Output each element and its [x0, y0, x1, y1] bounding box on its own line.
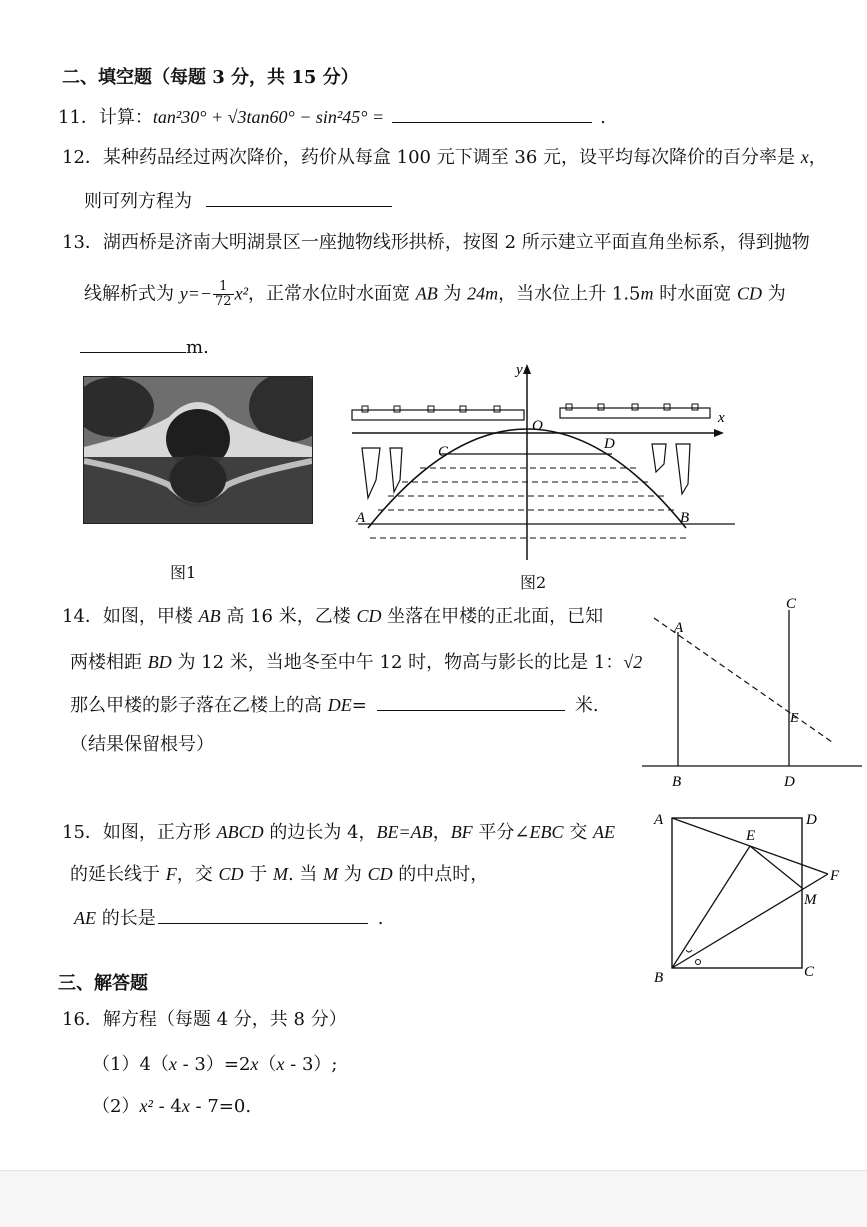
q13-text: ，当水位上升 1.5	[498, 283, 641, 305]
label-m: M	[804, 892, 817, 908]
question-14-note: （结果保留根号）	[70, 734, 214, 755]
q15-text: 为	[338, 864, 368, 885]
answer-blank[interactable]	[80, 334, 186, 353]
abutment-left-1	[362, 448, 380, 498]
label-d: D	[806, 812, 817, 828]
q15-ae: AE	[592, 822, 615, 842]
label-a: A	[356, 510, 366, 526]
q15-f: F	[165, 864, 177, 884]
y-axis-arrow	[523, 364, 531, 374]
label-b: B	[654, 970, 664, 986]
q15-bf: BF	[450, 822, 473, 842]
q13-text: 时水面宽	[653, 283, 737, 305]
abutment-left-2	[390, 448, 402, 492]
question-16-part1	[92, 1052, 337, 1077]
label-c: C	[804, 964, 815, 980]
figure-2-diagram	[340, 360, 740, 570]
q13-cd: CD	[736, 283, 762, 304]
question-13-line1	[62, 231, 810, 255]
q13-text: 为	[437, 283, 468, 305]
label-d: D	[784, 774, 795, 790]
q15-text: ，交	[176, 864, 219, 885]
q14-text: 坐落在甲楼的正北面，已知	[381, 606, 604, 627]
fraction-denominator: 72	[215, 294, 232, 309]
question-number: 11．	[58, 107, 99, 128]
q16-text: - 3）;	[284, 1054, 338, 1075]
q14-de: DE	[327, 695, 352, 715]
bridge-photo-drawing	[84, 377, 312, 523]
page-footer-band	[0, 1170, 867, 1227]
x-axis-arrow	[714, 429, 724, 437]
angle-mark-2	[696, 960, 701, 965]
q15-text: ，	[432, 822, 451, 843]
q15-end: .	[377, 908, 384, 929]
q13-text: 线解析式为	[84, 283, 180, 305]
q14-bd: BD	[147, 652, 172, 672]
q15-cd-2: CD	[367, 864, 393, 884]
section-2-heading: 二、填空题（每题 3 分，共 15 分）	[62, 67, 359, 88]
q15-text: 的长是	[96, 908, 156, 929]
abutment-right-1	[652, 444, 666, 472]
question-15-line1	[62, 820, 615, 845]
question-number: 12．	[62, 147, 103, 168]
q16-title-text: 解方程（每题 4 分，共 8 分）	[102, 1009, 347, 1030]
q16-x: x	[250, 1054, 259, 1074]
q14-cd: CD	[356, 606, 382, 626]
label-b: B	[680, 510, 690, 526]
question-15-line3	[74, 905, 383, 931]
square-abcd	[672, 818, 802, 968]
q16-text: （2）	[92, 1096, 140, 1117]
label-c: C	[438, 444, 449, 460]
label-a: A	[674, 620, 684, 636]
figure-15-diagram	[648, 804, 848, 990]
q13-y: y=−	[179, 283, 213, 304]
label-d: D	[604, 436, 615, 452]
label-x: x	[718, 410, 725, 426]
question-number: 14．	[62, 606, 103, 627]
question-11	[58, 104, 606, 130]
question-16-part2	[92, 1094, 251, 1119]
sun-ray	[654, 618, 832, 742]
q12-variable: x	[800, 147, 809, 167]
fraction	[213, 280, 234, 309]
q11-expression-part1: tan²30° +	[152, 107, 228, 127]
q15-abcd: ABCD	[216, 822, 264, 842]
bridge-photo	[83, 376, 313, 524]
q16-text: - 3）=2	[176, 1054, 251, 1075]
line-em	[750, 846, 802, 888]
label-c: C	[786, 596, 797, 612]
q13-text: 为	[761, 283, 786, 305]
answer-blank[interactable]	[158, 905, 368, 924]
q14-text: 那么甲楼的影子落在乙楼上的高	[70, 695, 328, 716]
question-14-line3	[70, 692, 599, 718]
q16-text: - 4	[152, 1096, 182, 1117]
label-a: A	[654, 812, 664, 828]
q13-line1-text: 湖西桥是济南大明湖景区一座抛物线形拱桥，按图 2 所示建立平面直角坐标系，得到抛物	[102, 232, 810, 253]
line-be	[672, 846, 750, 968]
q16-x: x	[276, 1054, 285, 1074]
answer-blank[interactable]	[392, 104, 592, 123]
line-bf	[672, 874, 828, 968]
q12-text: 某种药品经过两次降价，药价从每盒 100 元下调至 36 元，设平均每次降价的百分率是	[102, 147, 801, 168]
q16-x-squared: x²	[139, 1096, 153, 1116]
q14-text: =	[351, 695, 367, 716]
question-13-line3	[80, 334, 209, 360]
q15-be-ab: BE=AB	[376, 822, 433, 842]
q13-x-squared: x²	[234, 283, 248, 304]
q11-lead: 计算：	[98, 107, 153, 128]
q11-sqrt3: √3	[227, 107, 247, 127]
q15-text: 的边长为 4，	[263, 822, 377, 843]
label-y: y	[516, 362, 523, 378]
label-b: B	[672, 774, 682, 790]
q16-text: （	[258, 1054, 277, 1075]
q16-x: x	[168, 1054, 177, 1074]
q15-text: 于	[243, 864, 273, 885]
question-14-line1	[62, 604, 603, 629]
question-14-line2	[70, 650, 642, 675]
q14-text: 两楼相距	[70, 652, 148, 673]
q14-ab: AB	[198, 606, 221, 626]
question-number: 13．	[62, 232, 103, 253]
q15-text: 交	[563, 822, 593, 843]
q15-ebc: EBC	[529, 822, 564, 842]
answer-blank[interactable]	[377, 692, 565, 711]
q15-text: 的延长线于	[70, 864, 166, 885]
q13-m: m	[640, 283, 654, 304]
figure-2-caption: 图2	[520, 573, 547, 592]
q13-24m: 24m	[467, 283, 499, 304]
q15-ae-2: AE	[74, 908, 96, 928]
question-16-title	[62, 1008, 347, 1032]
label-e: E	[746, 828, 756, 844]
q14-text: 如图，甲楼	[102, 606, 199, 627]
answer-blank[interactable]	[206, 188, 392, 207]
fraction-numerator: 1	[213, 280, 234, 295]
question-12-line2	[84, 188, 392, 214]
abutment-right-2	[676, 444, 690, 494]
label-f: F	[830, 868, 840, 884]
q11-end: .	[600, 107, 606, 128]
q13-text: ，正常水位时水面宽	[247, 283, 416, 305]
q15-cd: CD	[218, 864, 244, 884]
q11-expression-part2: tan60° − sin²45° =	[246, 107, 385, 127]
q14-unit: 米.	[574, 695, 599, 716]
figure-14-diagram	[640, 590, 865, 795]
q15-text: 的中点时，	[392, 864, 489, 885]
q14-sqrt2: √2	[623, 652, 643, 672]
figure-1-caption: 图1	[170, 563, 197, 582]
question-12-line1	[62, 145, 827, 170]
water-dashes	[370, 468, 690, 538]
q14-text: 为 12 米，当地冬至中午 12 时，物高与影长的比是 1：	[171, 652, 624, 673]
q16-x: x	[181, 1096, 190, 1116]
angle-mark-1	[686, 950, 692, 952]
q14-text: 高 16 米，乙楼	[220, 606, 357, 627]
question-number: 15．	[62, 822, 103, 843]
q15-text: 平分∠	[472, 822, 530, 843]
question-13-line2	[84, 280, 786, 309]
question-number: 16．	[62, 1009, 103, 1030]
q15-text: . 当	[287, 864, 324, 885]
question-15-line2	[70, 862, 488, 887]
q15-m-2: M	[323, 864, 339, 884]
q15-text: 如图，正方形	[102, 822, 217, 843]
label-o: O	[532, 418, 543, 434]
q15-m: M	[272, 864, 288, 884]
q12-punct: ，	[808, 147, 827, 168]
q12-line2-text: 则可列方程为	[84, 191, 192, 212]
section-3-heading: 三、解答题	[58, 973, 148, 994]
label-e: E	[790, 711, 799, 726]
q16-text: （1）4（	[92, 1054, 169, 1075]
q13-ab: AB	[415, 283, 438, 304]
q16-text: - 7=0.	[189, 1096, 252, 1117]
q13-unit: m.	[186, 337, 209, 358]
